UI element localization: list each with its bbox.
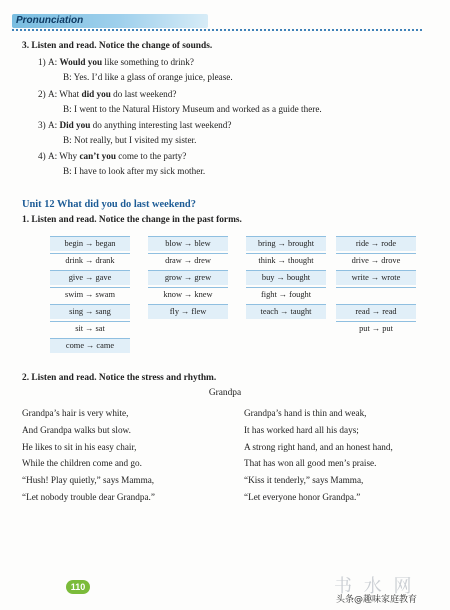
arrow-right-icon: → (370, 256, 380, 265)
word-pair-cell (148, 236, 228, 251)
word-pair-cell (50, 270, 130, 285)
word-pair-cell (336, 287, 416, 302)
dotted-divider (12, 29, 422, 31)
arrow-right-icon: → (371, 324, 381, 333)
poem-line: “Kiss it tenderly,” says Mamma, (244, 475, 364, 486)
arrow-right-icon: → (277, 239, 286, 248)
present-form: blow (165, 239, 183, 248)
past-form: came (96, 341, 115, 350)
past-form: began (95, 239, 116, 248)
past-form: sat (95, 324, 105, 333)
past-form: gave (95, 273, 112, 282)
present-form: sit (75, 324, 84, 333)
arrow-right-icon: → (85, 324, 94, 333)
present-form: ride (355, 239, 369, 248)
present-form: give (68, 273, 84, 282)
dialogue-4-a: 4) A: Why can’t you come to the party? (38, 151, 187, 161)
exercise-1-heading: 1. Listen and read. Notice the change in the past forms. (22, 215, 242, 225)
arrow-right-icon: → (278, 290, 288, 299)
word-pair-cell (336, 270, 416, 285)
watermark-credit: 头条@趣味家庭教育 (336, 595, 418, 605)
dialogue-1-b: B: Yes. I’d like a glass of orange juice, please. (63, 72, 233, 82)
arrow-right-icon: → (280, 307, 289, 316)
arrow-right-icon: → (85, 307, 94, 316)
arrow-right-icon: → (184, 290, 193, 299)
arrow-right-icon: → (85, 239, 94, 248)
page-number: 110 (66, 580, 90, 594)
present-form: teach (260, 307, 279, 316)
past-form: blew (194, 239, 211, 248)
present-form: fly (169, 307, 180, 316)
arrow-right-icon: → (370, 239, 380, 248)
past-form: grew (194, 273, 212, 282)
word-pair-cell (148, 253, 228, 268)
word-pair-cell (148, 287, 228, 302)
past-form: bought (286, 273, 311, 282)
exercise-3-heading: 3. Listen and read. Notice the change of sounds. (22, 41, 213, 51)
past-form: drank (95, 256, 115, 265)
past-form: fought (289, 290, 312, 299)
present-form: drive (351, 256, 369, 265)
word-pair-cell (50, 253, 130, 268)
arrow-right-icon: → (85, 290, 94, 299)
arrow-right-icon: → (276, 273, 285, 282)
dialogue-2-b: B: I went to the Natural History Museum and worked as a guide there. (63, 104, 322, 114)
word-pair-cell (50, 304, 130, 319)
unit-title: Unit 12 What did you do last weekend? (22, 199, 196, 210)
arrow-right-icon: → (85, 273, 94, 282)
poem-line: It has worked hard all his days; (244, 424, 359, 435)
word-pair-cell (336, 304, 416, 319)
word-pair-cell (336, 236, 416, 251)
arrow-right-icon: → (184, 239, 193, 248)
present-form: read (355, 307, 370, 316)
poem-line: He likes to sit in his easy chair, (22, 441, 137, 452)
poem-title: Grandpa (208, 388, 242, 398)
poem-line: A strong right hand, and an honest hand, (244, 441, 393, 452)
present-form: write (351, 273, 369, 282)
past-form: sang (95, 307, 111, 316)
past-form: wrote (381, 273, 401, 282)
word-pair-cell (336, 253, 416, 268)
exercise-2-heading: 2. Listen and read. Notice the stress and rhythm. (22, 373, 217, 383)
present-form: draw (165, 256, 182, 265)
past-form: thought (288, 256, 314, 265)
watermark-logo: 书 水 网 (334, 576, 415, 597)
present-form: grow (164, 273, 183, 282)
past-form: rode (381, 239, 397, 248)
word-pair-cell (336, 321, 416, 336)
past-form: flew (191, 307, 207, 316)
past-form: read (382, 307, 397, 316)
past-form: drew (194, 256, 211, 265)
poem-line: “Let everyone honor Grandpa.” (244, 491, 361, 502)
word-pair-cell (50, 236, 130, 251)
poem-left-stanza (22, 405, 155, 506)
word-pair-cell (246, 304, 326, 319)
past-form: taught (290, 307, 312, 316)
word-pair-cell (148, 270, 228, 285)
past-form: drove (381, 256, 401, 265)
word-pair-cell (50, 287, 130, 302)
poem-line: Grandpa’s hair is very white, (22, 408, 129, 418)
poem-line: That has won all good men’s praise. (244, 458, 377, 469)
present-form: come (65, 341, 85, 350)
arrow-right-icon: → (371, 307, 381, 316)
dialogue-2-a: 2) A: What did you do last weekend? (38, 89, 177, 99)
dialogue-1-a: 1) A: Would you like something to drink? (38, 57, 194, 67)
present-form: know (163, 290, 183, 299)
word-pair-cell (148, 304, 228, 319)
arrow-right-icon: → (85, 256, 94, 265)
past-form: knew (194, 290, 213, 299)
present-form: think (258, 256, 276, 265)
arrow-right-icon: → (183, 256, 193, 265)
poem-line: “Let nobody trouble dear Grandpa.” (22, 491, 155, 502)
arrow-right-icon: → (277, 256, 286, 265)
present-form: put (359, 324, 370, 333)
dialogue-3-b: B: Not really, but I visited my sister. (63, 135, 197, 145)
word-pair-cell (50, 338, 130, 353)
dialogue-4-b: B: I have to look after my sick mother. (63, 166, 206, 176)
present-form: fight (260, 290, 277, 299)
dialogue-3-a: 3) A: Did you do anything interesting last weekend? (38, 120, 232, 130)
present-form: begin (64, 239, 84, 248)
word-pair-cell (50, 321, 130, 336)
present-form: buy (261, 273, 275, 282)
arrow-right-icon: → (181, 307, 190, 316)
present-form: sing (69, 307, 84, 316)
word-pair-cell (246, 270, 326, 285)
word-pair-cell (246, 253, 326, 268)
word-pair-cell (246, 287, 326, 302)
past-form: put (382, 324, 393, 333)
poem-line: And Grandpa walks but slow. (22, 424, 131, 435)
poem-line: Grandpa’s hand is thin and weak, (244, 408, 367, 418)
past-form: brought (288, 239, 315, 248)
present-form: bring (257, 239, 276, 248)
arrow-right-icon: → (86, 341, 95, 350)
section-title: Pronunciation (16, 15, 84, 26)
present-form: drink (65, 256, 84, 265)
arrow-right-icon: → (370, 273, 380, 282)
present-form: swim (64, 290, 84, 299)
poem-right-stanza (244, 405, 393, 506)
poem-line: “Hush! Play quietly,” says Mamma, (22, 475, 155, 486)
past-form: swam (95, 290, 116, 299)
poem-line: While the children come and go. (22, 458, 142, 469)
arrow-right-icon: → (184, 273, 193, 282)
word-pair-cell (246, 236, 326, 251)
